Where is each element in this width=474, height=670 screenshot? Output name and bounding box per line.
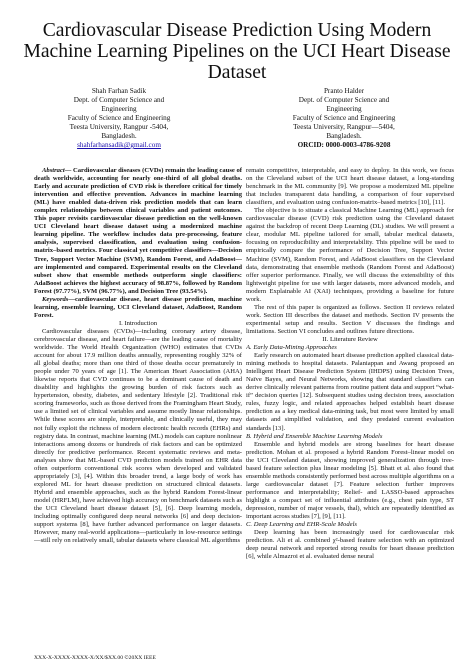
author-univ: Faculty of Science and Engineering	[292, 114, 396, 122]
author-addr: Teesta University, Rangpur—5404,	[293, 123, 395, 131]
col2-paragraph-2: The objective is to situate a classical Machine Learning (ML) approach for cardiovascular disease (CVD) risk prediction using the Cleveland dataset against the backdrop of recent Deep Learning (DL) studies. We will present a clear, modular ML pipeline tailored for small, tabular medical datasets, focusing on reproducibility and interpretability. This pipeline will be used to empirically compare the performance of Decision Tree, Support Vector Machine (SVM), Random Forest, and AdaBoost classifiers on the Cleveland data, demonstrating that ensemble methods (Random Forest and AdaBoost) offer superior performance. Finally, we will discuss the extensibility of this lightweight pipeline for use with larger datasets, more advanced models, and modern Explainable AI (XAI) techniques, providing a baseline for future work.	[246, 207, 454, 303]
abstract-label: Abstract—	[42, 167, 72, 174]
author-country: Bangladesh.	[101, 132, 137, 140]
author-country: Bangladesh.	[326, 132, 362, 140]
abstract-paragraph	[34, 167, 242, 296]
left-column	[34, 167, 242, 643]
col2-paragraph-3: The rest of this paper is organized as follows. Section II reviews related work. Section III describes the dataset and methods. Section IV presents the experimental setup and results. Section V discusses the findings and limitations. Section VI concludes and outlines future directions.	[246, 303, 454, 335]
copyright-footer: XXX-X-XXXX-XXXX-X/XX/$XX.00 ©20XX IEEE	[34, 655, 156, 661]
subsection-b-text: Ensemble and hybrid models are strong baselines for heart disease prediction. Mohan et al. proposed a hybrid Random Forest–linear model on the UCI Cleveland dataset, showing improved generalization through tree-based feature selection plus linear modeling [5]. Bhatt et al. also found that ensemble methods consistently performed best across multiple algorithms on a large cardiovascular dataset [7]. Feature selection further improves performance and interpretability; Relief- and LASSO-based approaches highlight a compact set of influential attributes (e.g., chest pain type, ST depression, number of major vessels, thal), which are repeatedly identified as important across studies [7], [9], [11].	[246, 440, 454, 521]
author-email-link[interactable]: shahfarhansadik@gmail.com	[77, 141, 161, 149]
keywords-label: Keywords—	[42, 295, 75, 303]
author-name: Shah Farhan Sadik	[91, 87, 147, 95]
author-block-1	[19, 87, 219, 150]
subsection-a-text: Early research on automated heart disease prediction applied classical data-mining methods to hospital datasets. Palaniappan and Awang proposed an Intelligent Heart Disease Prediction System (IHDPS) using Decision Trees, Naïve Bayes, and Neural Networks, showing that standard classifiers can derive clinically relevant patterns from routine patient data and support “what-if” decision queries [12]. Subsequent studies using decision trees, association rules, fuzzy logic, and related approaches helped establish heart disease prediction as a key medical data-mining task, but most were limited by small datasets and simplified validation, and they predated current evaluation standards [13].	[246, 352, 454, 432]
paper-title: Cardiovascular Disease Prediction Using Modern Machine Learning Pipelines on the UCI Heart Disease Dataset	[23, 20, 451, 83]
author-addr: Teesta University, Rangpur -5404,	[69, 123, 169, 131]
author-univ: Faculty of Science and Engineering	[67, 114, 171, 122]
subsection-heading-b: B. Hybrid and Ensemble Machine Learning Models	[246, 432, 383, 440]
subsection-c-text: Deep learning has been increasingly used for cardiovascular risk prediction. Ali et al. combined χ²-based feature selection with an optimized deep neural network and reported strong results for heart disease prediction [6], while Almazroi et al. evaluated dense neural	[246, 529, 454, 561]
author-name: Pranto Halder	[323, 87, 365, 95]
author-dept: Dept. of Computer Science and	[298, 96, 390, 104]
intro-paragraph: Cardiovascular diseases (CVDs)—including coronary artery disease, cerebrovascular disease, and heart failure—are the leading cause of mortality worldwide. The World Health Organization (WHO) estimates that CVDs account for about 17.9 million deaths annually, representing roughly 32% of all global deaths; more than one third of those deaths occur prematurely in people under 70 years of age [1]. The American Heart Association (AHA) likewise reports that CVD continues to be a dominant cause of death and disability and highlights the growing burden of risk factors such as hypertension, obesity, diabetes, and sedentary lifestyle [2]. Traditional risk scoring frameworks, such as those derived from the Framingham Heart Study, use a limited set of clinical variables and assume mostly linear relationships. While these scores are simple, interpretable, and clinically useful, they may not fully exploit the richness of modern electronic health records (EHRs) and registry data. In contrast, machine learning (ML) models can capture nonlinear interactions among dozens or hundreds of risk factors and can be optimized directly for predictive performance. Recent systematic reviews and meta-analyses show that ML-based CVD prediction models trained on EHR data often outperform conventional risk scores when developed and validated appropriately [3], [4]. Within this broader trend, a large body of work has explored ML for heart disease prediction on structured clinical datasets. Hybrid and ensemble approaches, such as the hybrid Random Forest-linear model (HRFLM), have achieved high accuracy on benchmark datasets such as the UCI Cleveland heart disease dataset [5], [6]. Deep learning models, including optimally configured deep neural networks [6] and deep decision-support systems [8], have further advanced performance on larger datasets. However, many real-world applications—particularly in low-resource settings—still rely on relatively small, tabular datasets where classical ML algorithms	[34, 327, 242, 545]
abstract-text: Cardiovascular diseases (CVDs) remain the leading cause of death worldwide, accounting for nearly one-third of all global deaths. Early and accurate prediction of CVD risk is therefore critical for timely intervention and effective prevention. Advances in machine learning (ML) have enabled data-driven risk prediction models that can learn complex relationships between clinical variables and patient outcomes. This paper revisits cardiovascular disease prediction on the well-known UCI Cleveland heart disease dataset using a modernized machine learning pipeline. The workflow includes data pre-processing, feature analysis, supervised classification, and evaluation using confusion-matrix–based metrics. Four classical yet competitive classifiers—Decision Tree, Support Vector Machine (SVM), Random Forest, and AdaBoost—are implemented and compared. Experimental results on the Cleveland subset show that ensemble methods outperform single classifiers: AdaBoost achieves the highest accuracy of 98.87%, followed by Random Forest (97.77%), SVM (96.77%), and Decision Tree (93.54%).	[34, 167, 242, 295]
col2-paragraph-1: remain competitive, interpretable, and easy to deploy. In this work, we focus on the Cleveland subset of the UCI heart disease dataset, a long-standing benchmark in the ML community [9]. We propose a modernized ML pipeline that includes transparent data handling, a comparison of four supervised classifiers, and evaluation using confusion-matrix–based metrics [10], [11].	[246, 167, 454, 207]
author-dept-2: Engineering	[101, 105, 137, 113]
author-orcid: ORCID: 0000-0003-4786-9208	[297, 141, 391, 149]
keywords-text: cardiovascular disease, heart disease prediction, machine learning, ensemble learning, UCI Cleveland dataset, AdaBoost, Random Forest.	[34, 295, 242, 319]
author-block-2	[244, 87, 444, 150]
author-dept-2: Engineering	[326, 105, 362, 113]
subsection-heading-a: A. Early Data-Mining Approaches	[246, 344, 337, 352]
keywords-paragraph	[34, 296, 242, 320]
subsection-heading-c: C. Deep Learning and EHR-Scale Models	[246, 521, 357, 529]
author-dept: Dept. of Computer Science and	[73, 96, 165, 104]
section-heading-literature-review: II. Literature Review	[322, 335, 378, 343]
section-heading-introduction: I. Introduction	[118, 319, 158, 327]
right-column	[246, 167, 454, 643]
